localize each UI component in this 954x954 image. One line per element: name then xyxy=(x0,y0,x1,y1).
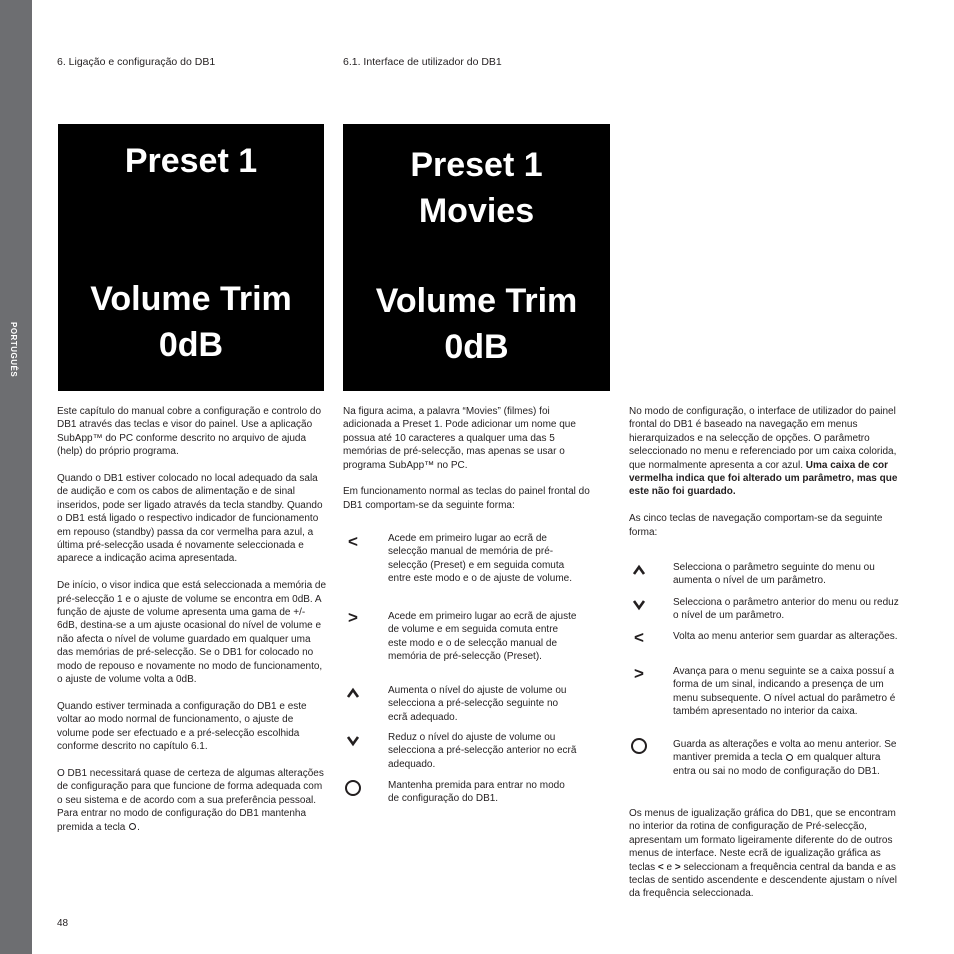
key-description: Selecciona o parâmetro seguinte do menu ou aumenta o nível de um parâmetro. xyxy=(673,562,875,587)
paragraph: O DB1 necessitará quase de certeza de algumas alterações de configuração para que funcione de forma adequada com o seu sistema e de acordo com a sua preferência pessoal. Para entrar no modo de configuração do DB1 mantenha premida a tecla . xyxy=(57,767,324,833)
page-number: 48 xyxy=(57,918,69,929)
paragraph: Em funcionamento normal as teclas do painel frontal do DB1 comportam-se da seguinte forma: xyxy=(343,486,590,511)
text-column-2 xyxy=(343,405,599,526)
paragraph-text: e xyxy=(666,861,673,873)
display-screen-2 xyxy=(343,124,610,391)
chevron-left-icon: < xyxy=(634,628,644,647)
key-description: Selecciona o parâmetro anterior do menu ou reduz o nível de um parâmetro. xyxy=(673,597,899,622)
chevron-up-icon xyxy=(343,686,363,702)
chevron-up-icon xyxy=(632,564,646,576)
circle-button-icon xyxy=(345,780,361,796)
key-description: Reduz o nível do ajuste de volume ou selecciona a pré-selecção anterior no ecrã adequado. xyxy=(388,732,577,770)
chevron-down-icon xyxy=(629,598,649,614)
screen-line: Movies xyxy=(418,192,535,230)
screen-line: Volume Trim xyxy=(375,282,578,320)
paragraph: As cinco teclas de navegação comportam-se da seguinte forma: xyxy=(629,513,883,538)
section-header-right: 6.1. Interface de utilizador do DB1 xyxy=(343,56,502,68)
chevron-up-icon xyxy=(346,687,360,699)
chevron-up-icon xyxy=(629,563,649,579)
chevron-right-icon: > xyxy=(348,608,358,627)
chevron-left-icon: < xyxy=(657,861,664,873)
circle-button-icon xyxy=(631,738,647,754)
key-description: Mantenha premida para entrar no modo de configuração do DB1. xyxy=(388,780,565,805)
key-description-text: Guarda as alterações e volta ao menu anterior. Se mantiver premida a tecla xyxy=(673,739,897,764)
chevron-down-icon xyxy=(343,734,363,750)
key-description: Aumenta o nível do ajuste de volume ou selecciona a pré-selecção seguinte no ecrã adequado. xyxy=(388,685,567,723)
text-column-3 xyxy=(629,405,901,552)
language-label: PORTUGUÊS xyxy=(9,322,18,378)
config-mode-key-list xyxy=(629,560,901,800)
circle-button-icon xyxy=(129,823,136,830)
screen-line: Volume Trim xyxy=(90,280,292,318)
screen-line: 0dB xyxy=(444,328,509,366)
key-description: Volta ao menu anterior sem guardar as alterações. xyxy=(673,631,898,642)
display-screen-1 xyxy=(58,124,324,391)
key-description: Avança para o menu seguinte se a caixa possuí a forma de um sinal, indicando a presença de um menu subsequente. O nível actual do parâmetro é também apresentado no interior da caixa. xyxy=(673,666,896,718)
paragraph-text: Os menus de igualização gráfica do DB1, que se encontram no interior da rotina de configuração de Pré-selecção, apresentam um formato ligeiramente diferente do de outros menus de interface. Neste ecrã de igualização gráfica as teclas xyxy=(629,808,896,873)
paragraph: Quando estiver terminada a configuração do DB1 e este voltar ao modo normal de funcionamento, o ajuste de volume pode ser efectuado e a pré-selecção escolhida conforme descrito no capítulo 6.1. xyxy=(57,700,307,753)
normal-mode-key-list xyxy=(343,532,583,812)
key-description xyxy=(673,738,899,778)
chevron-right-icon: > xyxy=(634,664,644,683)
circle-button-icon xyxy=(786,754,793,761)
chevron-left-icon: < xyxy=(348,532,358,551)
section-header-left: 6. Ligação e configuração do DB1 xyxy=(57,56,216,68)
chevron-down-icon xyxy=(346,735,360,747)
paragraph: Na figura acima, a palavra “Movies” (filmes) foi adicionada a Preset 1. Pode adicionar um nome que possua até 10 caracteres a qualquer uma das 5 memórias de pré-selecção, mas apenas se usar o programa SubApp™ no PC. xyxy=(343,406,576,471)
screen-line: 0dB xyxy=(158,326,224,364)
chevron-down-icon xyxy=(632,599,646,611)
key-description-text: em qualquer altura entra ou sai no modo de configuração do DB1. xyxy=(673,752,881,777)
paragraph: Este capítulo do manual cobre a configuração e controlo do DB1 através das teclas e visor do painel. Use a aplicação SubApp™ do PC conforme descrito no arquivo de ajuda (help) do próprio programa. xyxy=(57,406,322,458)
graphic-eq-paragraph xyxy=(629,807,901,901)
screen-line: Preset 1 xyxy=(124,142,258,180)
text-column-1 xyxy=(57,405,327,847)
paragraph-text: seleccionam a frequência central da banda e as teclas de sentido ascendente e descendente ajustam o nível da frequência seleccionada. xyxy=(629,861,897,900)
paragraph xyxy=(629,405,901,499)
screen-line: Preset 1 xyxy=(410,146,543,184)
warning-text: Uma caixa de cor vermelha indica que foi alterado um parâmetro, mas que este não foi guardado. xyxy=(629,459,898,498)
language-side-tab xyxy=(0,0,32,954)
key-description: Acede em primeiro lugar ao ecrã de ajuste de volume e em seguida comuta entre este modo e o de selecção manual de memória de pré-selecção (Preset). xyxy=(388,611,577,663)
paragraph-text: O DB1 necessitará quase de certeza de algumas alterações de configuração para que funcione de forma adequada com o seu sistema e de acordo com a sua preferência pessoal. Para entrar no modo de configuração do DB1 mantenha premida a tecla xyxy=(57,767,324,833)
chevron-right-icon: > xyxy=(674,861,681,873)
key-description: Acede em primeiro lugar ao ecrã de selecção manual de memória de pré-selecção (Preset) e em seguida comuta entre este modo e o de ajuste de volume. xyxy=(388,533,573,585)
paragraph: Quando o DB1 estiver colocado no local adequado da sala de audição e com os cabos de alimentação e de sinal inseridos, pode ser ligado através da tecla standby. Quando o DB1 está ligado o respectivo indicador de funcionamento em repouso (standby) passa da cor vermelha para azul, a última pré-selecção usada é novamente seleccionada e aparece a indicação acima apresentada. xyxy=(57,473,323,565)
paragraph: De início, o visor indica que está seleccionada a memória de pré-selecção 1 e o ajuste de volume se encontra em 0dB. A função de ajuste de volume apresenta uma gama de +/- 6dB, destina-se a um ajuste ocasional do nível de volume e não afecta o nível de volume guardado em qualquer uma das memórias de pré-selecção. Se o DB1 for colocado no modo de repouso e novamente no modo de funcionamento, o ajuste de volume volta a 0dB. xyxy=(57,580,327,686)
paragraph-text: No modo de configuração, o interface de utilizador do painel frontal do DB1 é baseado na navegação em menus hierarquizados e na selecção de opções. O parâmetro seleccionado no menu e referenciado por um caixa colorida, que normalmente apresenta a cor azul. xyxy=(629,406,897,471)
